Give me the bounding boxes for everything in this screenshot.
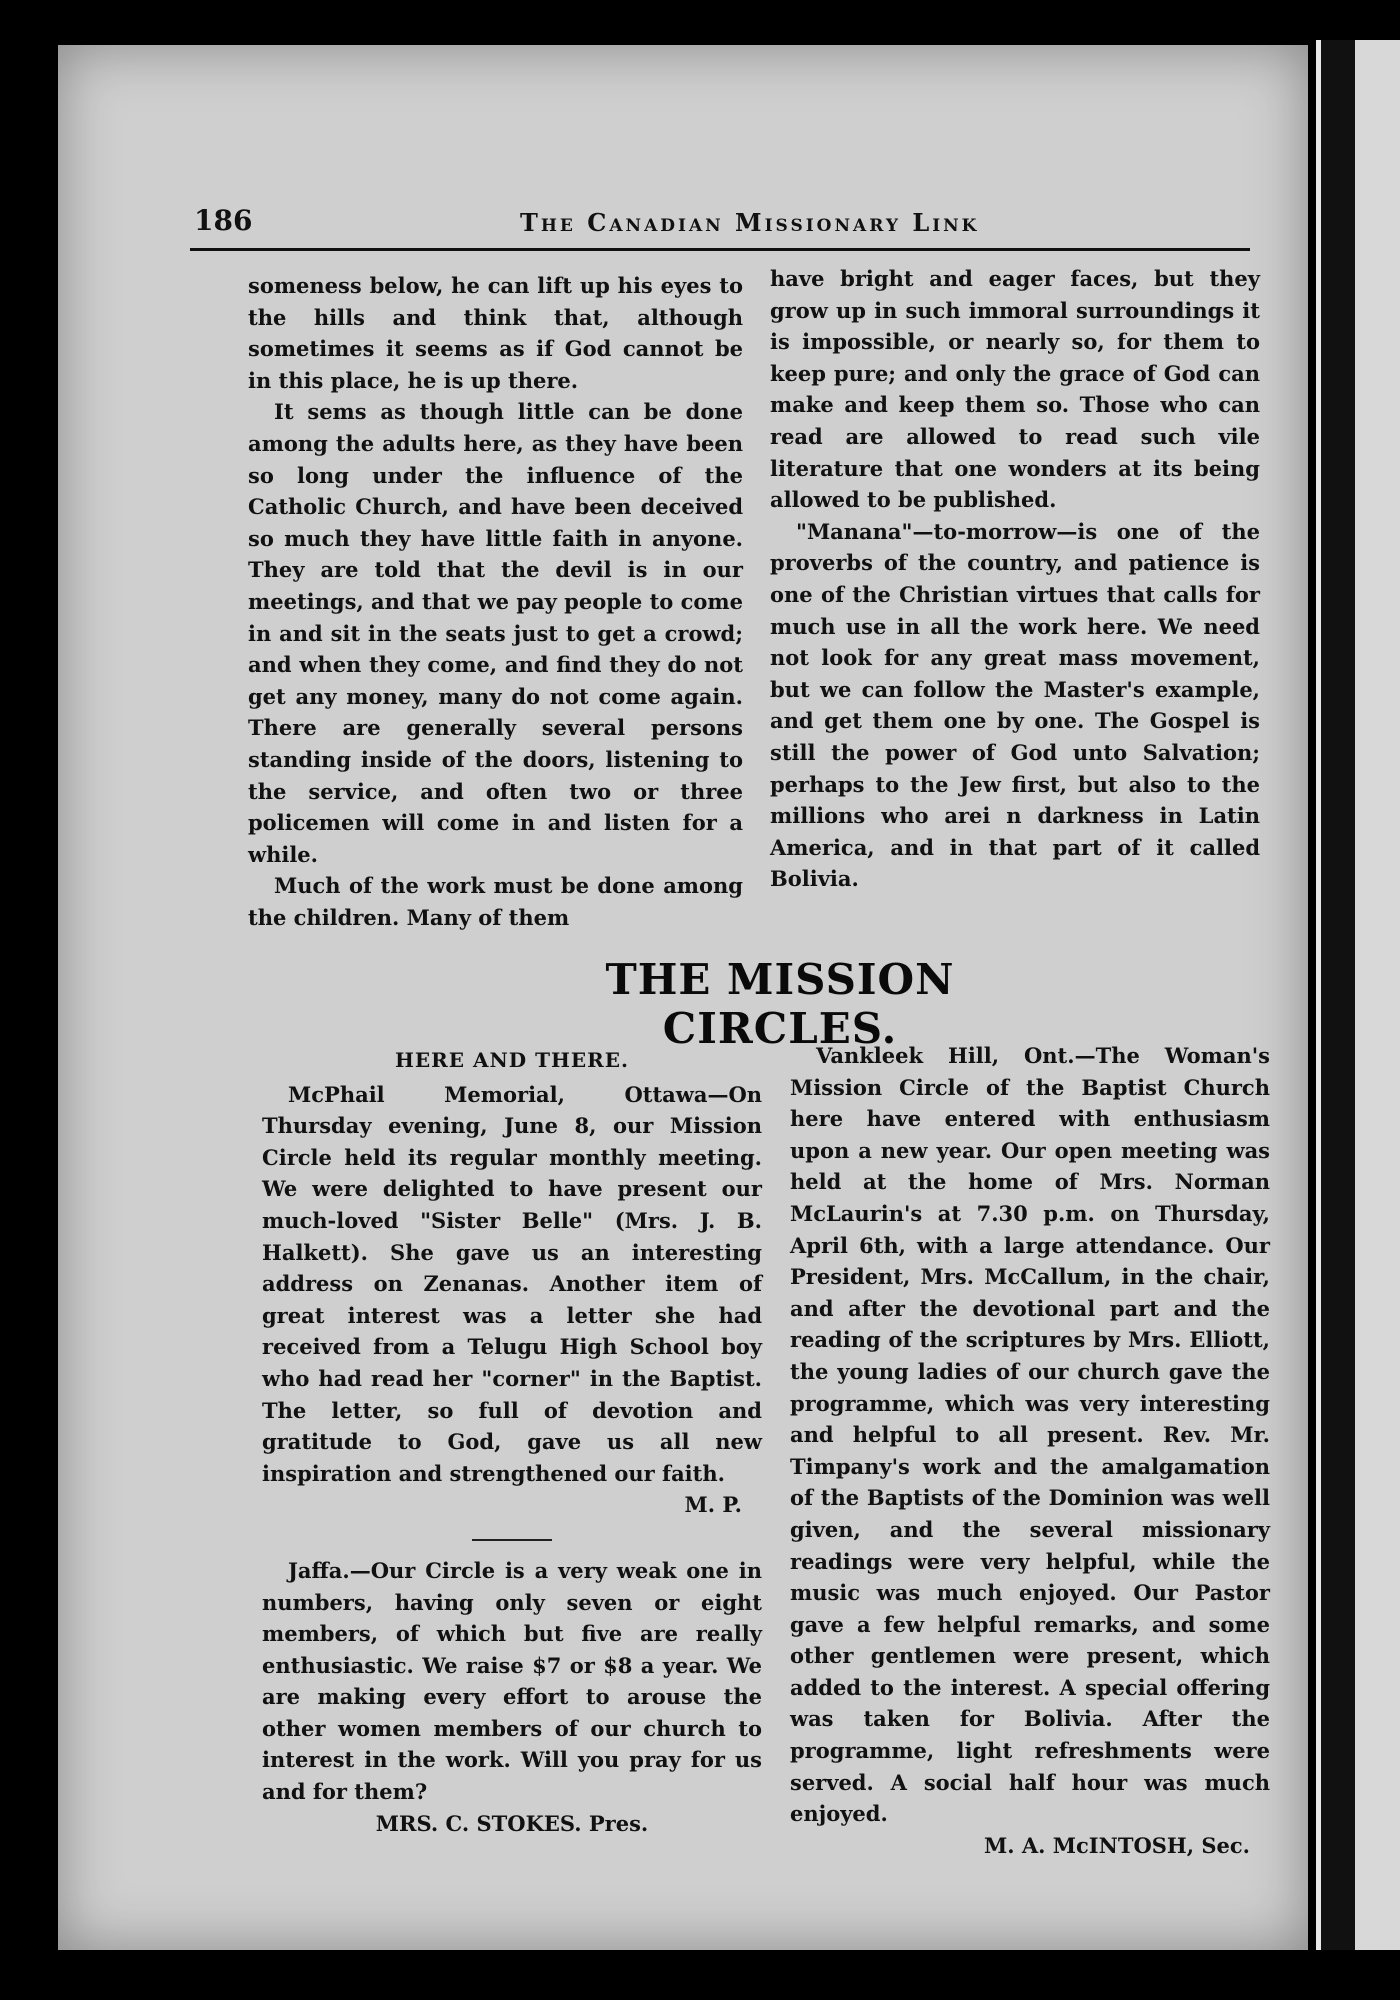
- mcphail-report: [262, 1079, 762, 1490]
- mcphail-signature: M. P.: [684, 1492, 742, 1518]
- vankleek-report: [790, 1040, 1270, 1830]
- vankleek-signature: M. A. McINTOSH, Sec.: [983, 1832, 1250, 1858]
- jaffa-place: Jaffa: [288, 1557, 343, 1583]
- upper-left-paragraph-2: It sems as though little can be done among the adults here, as they have been so long under the influence of the Catholic Church, and have been deceived so much they have little faith in anyone. They are told that the devil is in our meetings, and that we pay people to come in and sit in the seats just to get a crowd; and when they come, and find they do not get any money, many do not come again. There are generally several persons standing inside of the doors, listening to the service, and often two or three policemen will come in and listen for a while.: [248, 399, 743, 867]
- running-title: The Canadian Missionary Link: [520, 208, 980, 237]
- section-title: THE MISSION CIRCLES.: [605, 955, 955, 1053]
- mcphail-text: —On Thursday evening, June 8, our Mission Circle held its regular monthly meeting. We were delighted to have present our much-loved "Sister Belle" (Mrs. J. B. Halkett). She gave us an interesting address on Zenanas. Another item of great interest was a letter she had received from a Telugu High School boy who had read her "corner" in the Baptist. The letter, so full of devotion and gratitude to God, gave us all new inspiration and strengthened our faith.: [262, 1081, 762, 1486]
- upper-left-column: [248, 270, 743, 933]
- vankleek-text: —The Woman's Mission Circle of the Baptist Church here have entered with enthusiasm upon a new year. Our open meeting was held at the home of Mrs. Norman McLaurin's at 7.30 p.m. on Thursday, April 6th, with a large attendance. Our President, Mrs. McCallum, in the chair, and after the devotional part and the reading of the scriptures by Mrs. Elliott, the young ladies of our church gave the programme, which was very interesting and helpful to all present. Rev. Mr. Timpany's work and the amalgamation of the Baptists of the Dominion was well given, and the several missionary readings were very helpful, while the music was much enjoyed. Our Pastor gave a few helpful remarks, and some other gentlemen were present, which added to the interest. A special offering was taken for Bolivia. After the programme, light refreshments were served. A social half hour was much enjoyed.: [790, 1043, 1270, 1827]
- upper-right-paragraph-1: have bright and eager faces, but they grow up in such immoral surroundings it is impossible, or nearly so, for them to keep pure; and only the grace of God can make and keep them so. Those who can read are allowed to read such vile literature that one wonders at its being allowed to be published.: [770, 266, 1260, 513]
- upper-right-paragraph-2: "Manana"—to-morrow—is one of the proverbs of the country, and patience is one of the Christian virtues that calls for much use in all the work here. We need not look for any great mass movement, but we can follow the Master's example, and get them one by one. The Gospel is still the power of God unto Salvation; perhaps to the Jew first, but also to the millions who arei n darkness in Latin America, and in that part of it called Bolivia.: [770, 518, 1260, 892]
- jaffa-signature: MRS. C. STOKES. Pres.: [375, 1810, 649, 1836]
- subheading-here-and-there: HERE AND THERE.: [395, 1048, 629, 1072]
- lower-left-column: [262, 1045, 762, 1839]
- divider-rule: [472, 1539, 552, 1541]
- mcphail-place: McPhail Memorial, Ottawa: [288, 1081, 708, 1107]
- jaffa-text: .—Our Circle is a very weak one in numbers, having only seven or eight members, of which but five are really enthusiastic. We raise $7 or $8 a year. We are making every effort to arouse the other women members of our church to interest in the work. Will you pray for us and for them?: [262, 1557, 762, 1805]
- running-header: [190, 200, 1250, 251]
- jaffa-report: [262, 1555, 762, 1808]
- lower-right-column: [790, 1040, 1270, 1861]
- upper-left-paragraph-3: Much of the work must be done among the children. Many of them: [248, 873, 743, 930]
- upper-right-column: [770, 263, 1260, 895]
- vankleek-place: Vankleek Hill, Ont.: [816, 1043, 1075, 1068]
- facing-page-edge: [1355, 40, 1400, 1950]
- upper-left-paragraph-1: someness below, he can lift up his eyes to the hills and think that, although sometimes it seems as if God cannot be in this place, he is up there.: [248, 273, 743, 393]
- page-number: 186: [194, 204, 253, 237]
